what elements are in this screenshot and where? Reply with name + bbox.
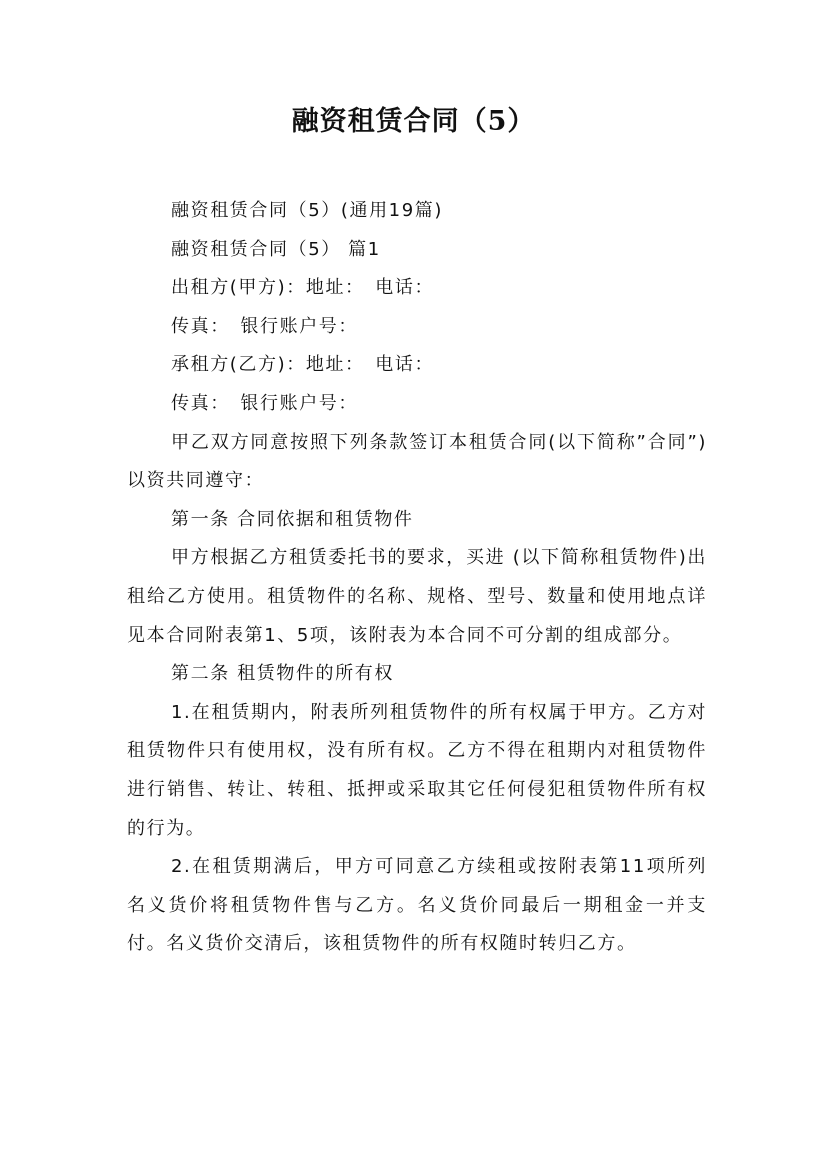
article-1-body: 甲方根据乙方租赁委托书的要求，买进 (以下简称租赁物件)出租给乙方使用。租赁物件的名称、规格、型号、数量和使用地点详见本合同附表第1、5项，该附表为本合同不可分割的组成部分。 [127, 547, 707, 646]
article-1-heading: 第一条 合同依据和租赁物件 [171, 508, 414, 530]
document-title: 融资租赁合同（5） [291, 106, 536, 137]
article-2-heading: 第二条 租赁物件的所有权 [171, 663, 394, 685]
paragraph-lessor-address: 出租方(甲方)：地址： 电话： [171, 277, 435, 299]
paragraph-subtitle: 融资租赁合同（5）(通用19篇) [171, 200, 444, 221]
paragraph-section-heading: 融资租赁合同（5） 篇1 [171, 238, 381, 260]
paragraph-lessor-fax: 传真： 银行账户号： [171, 315, 358, 337]
article-2-clause-2: 2.在租赁期满后，甲方可同意乙方续租或按附表第11项所列名义货价将租赁物件售与乙方。名义货价同最后一期租金一并支付。名义货价交清后，该租赁物件的所有权随时转归乙方。 [127, 856, 707, 955]
paragraph-lessee-fax: 传真： 银行账户号： [171, 392, 358, 414]
paragraph-lessee-address: 承租方(乙方)：地址： 电话： [171, 354, 435, 376]
article-2-clause-1: 1.在租赁期内，附表所列租赁物件的所有权属于甲方。乙方对租赁物件只有使用权，没有所有权。乙方不得在租期内对租赁物件进行销售、转让、转租、抵押或采取其它任何侵犯租赁物件所有权的行为。 [127, 701, 707, 839]
paragraph-agreement-intro: 甲乙双方同意按照下列条款签订本租赁合同(以下简称”合同”)以资共同遵守： [127, 431, 707, 492]
document-body [127, 192, 707, 964]
